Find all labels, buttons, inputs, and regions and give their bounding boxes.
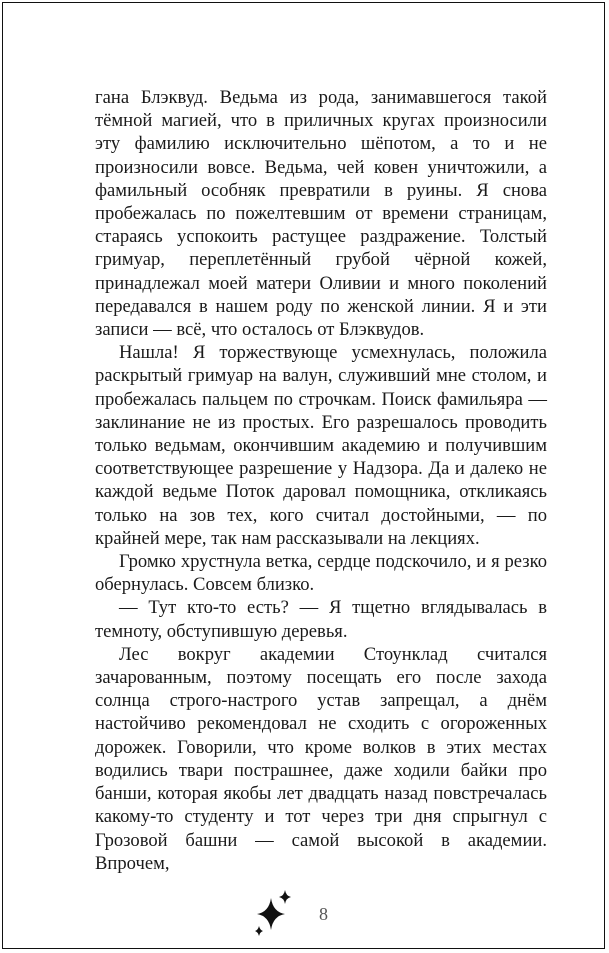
sparkle-stars-icon bbox=[251, 888, 311, 940]
paragraph-1: гана Блэквуд. Ведьма из рода, занимавшегося такой тёмной магией, что в приличных кругах произносили эту фамилию исключительно шёпотом, а то и не произносили вовсе. Ведьма, чей ковен уничтожили, а фамильный особняк превратили в руины. Я снова пробежалась по пожелтевшим от времени страницам, стараясь успокоить растущее раздражение. Толстый гримуар, переплетённый грубой чёрной кожей, принадлежал моей матери Оливии и много поколений передавался в нашем роду по женской линии. Я и эти записи — всё, что осталось от Блэквудов. bbox=[95, 87, 547, 341]
book-page bbox=[2, 2, 605, 949]
paragraph-3: Громко хрустнула ветка, сердце подскочило, и я резко обернулась. Совсем близко. bbox=[95, 551, 547, 596]
paragraph-4: — Тут кто-то есть? — Я тщетно вглядывалась в темноту, обступившую деревья. bbox=[95, 597, 547, 642]
page-number: 8 bbox=[319, 904, 328, 924]
page-footer bbox=[251, 888, 341, 940]
paragraph-5: Лес вокруг академии Стоунклад считался зачарованным, поэтому посещать его после захода солнца строго-настрого устав запрещал, а днём настойчиво рекомендовал не сходить с огороженных дорожек. Говорили, что кроме волков в этих местах водились твари пострашнее, даже ходили байки про банши, которая якобы лет двадцать назад повстречалась какому-то студенту и тот через три дня спрыгнул с Грозовой башни — самой высокой в академии. Впрочем, bbox=[95, 643, 547, 874]
paragraph-2: Нашла! Я торжествующе усмехнулась, положила раскрытый гримуар на валун, служивший мне столом, и пробежалась пальцем по строчкам. Поиск фамильяра — заклинание не из простых. Его разрешалось проводить только ведьмам, окончившим академию и получившим соответствующее разрешение у Надзора. Да и далеко не каждой ведьме Поток даровал помощника, откликаясь только на зов тех, кого считал достойными, — по крайней мере, так нам рассказывали на лекциях. bbox=[95, 342, 547, 549]
small-star-bottom-shape bbox=[255, 926, 263, 936]
page-text bbox=[95, 86, 547, 875]
large-star-shape bbox=[257, 898, 285, 930]
small-star-top-shape bbox=[279, 890, 291, 904]
